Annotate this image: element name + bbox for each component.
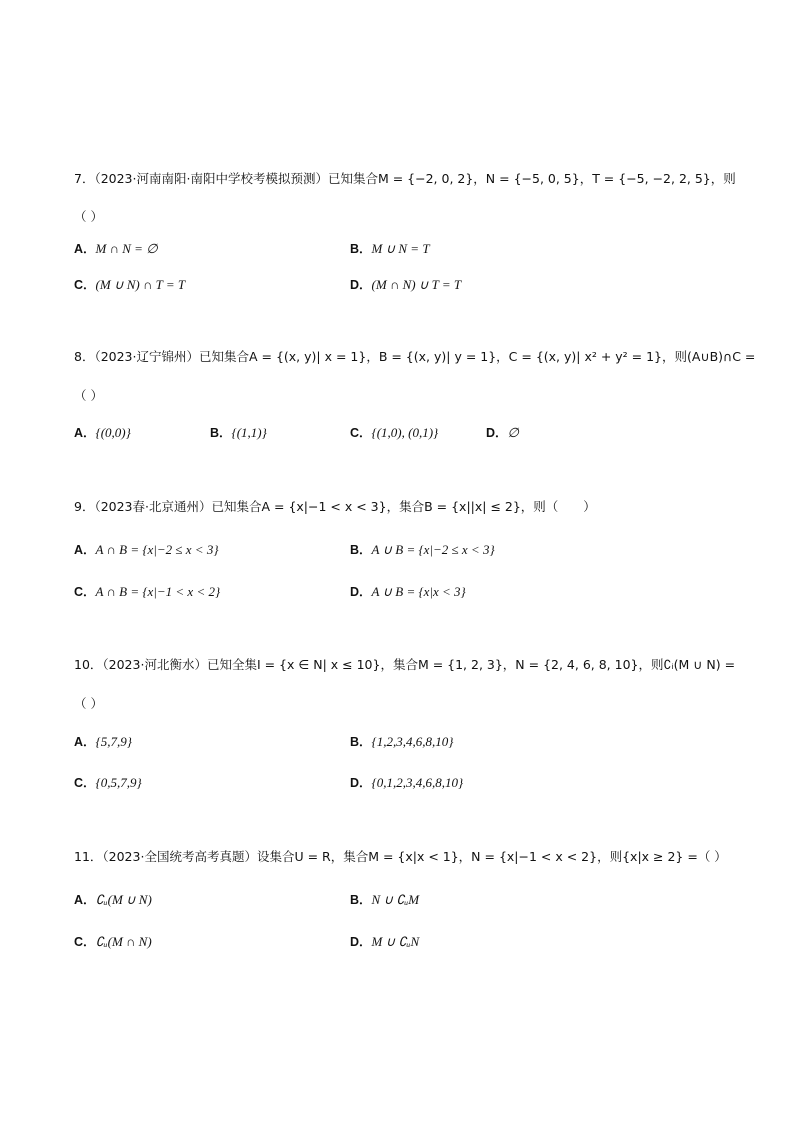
option-text: {(0,0)}	[95, 425, 131, 440]
option-letter: C．	[350, 426, 372, 440]
option-letter: D．	[350, 776, 372, 790]
option-letter: C．	[74, 776, 96, 790]
option-b	[350, 733, 453, 751]
option-c	[74, 933, 152, 951]
option-a	[74, 541, 219, 559]
option-text: {(1,0), (0,1)}	[371, 425, 439, 440]
option-text: A ∩ B = {x|−2 ≤ x < 3}	[95, 542, 219, 557]
option-text: (M ∩ N) ∪ T = T	[371, 277, 462, 292]
option-text: {1,2,3,4,6,8,10}	[371, 734, 454, 749]
question-stem: 7．（2023·河南南阳·南阳中学校考模拟预测）已知集合M = {−2, 0, 2}，N = {−5, 0, 5}，T = {−5, −2, 2, 5}，则	[74, 171, 736, 186]
option-a	[74, 891, 152, 909]
option-letter: A．	[74, 426, 96, 440]
option-text: A ∪ B = {x|−2 ≤ x < 3}	[371, 542, 495, 557]
option-text: A ∩ B = {x|−1 < x < 2}	[95, 584, 221, 599]
option-letter: A．	[74, 242, 96, 256]
option-d	[350, 583, 466, 601]
option-b	[350, 541, 495, 559]
option-letter: C．	[74, 935, 96, 949]
option-text: {0,1,2,3,4,6,8,10}	[371, 775, 464, 790]
option-text: A ∪ B = {x|x < 3}	[371, 584, 466, 599]
option-d	[350, 933, 419, 951]
option-letter: D．	[350, 585, 372, 599]
option-c	[350, 424, 438, 442]
option-text: M ∪ N = T	[371, 241, 430, 256]
option-letter: A．	[74, 735, 96, 749]
option-c	[74, 774, 142, 792]
option-d	[350, 774, 463, 792]
option-letter: B．	[350, 242, 372, 256]
option-a	[74, 733, 132, 751]
option-text: M ∪ ∁ᵤN	[371, 934, 420, 949]
option-b	[350, 891, 419, 909]
question-stem: 11．（2023·全国统考高考真题）设集合U = R，集合M = {x|x < 1}，N = {x|−1 < x < 2}，则{x|x ≥ 2} =（ ）	[74, 849, 727, 864]
option-text: {5,7,9}	[95, 734, 132, 749]
option-letter: B．	[210, 426, 232, 440]
option-d	[350, 276, 461, 294]
option-c	[74, 276, 185, 294]
option-text: (M ∪ N) ∩ T = T	[95, 277, 186, 292]
option-text: ∅	[507, 425, 519, 440]
option-text: N ∪ ∁ᵤM	[371, 892, 420, 907]
question-stem: 10．（2023·河北衡水）已知全集I = {x ∈ N| x ≤ 10}，集合M = {1, 2, 3}，N = {2, 4, 6, 8, 10}，则∁ᵢ(M ∪ N) =	[74, 657, 736, 672]
option-letter: D．	[486, 426, 508, 440]
option-c	[74, 583, 220, 601]
option-text: {(1,1)}	[231, 425, 267, 440]
option-a	[74, 240, 158, 258]
option-b	[210, 424, 267, 442]
question-stem: 9．（2023春·北京通州）已知集合A = {x|−1 < x < 3}，集合B = {x||x| ≤ 2}，则（ ）	[74, 499, 596, 514]
option-letter: D．	[350, 935, 372, 949]
option-letter: B．	[350, 735, 372, 749]
option-d	[486, 424, 519, 442]
answer-blank: （ ）	[74, 209, 103, 224]
option-text: ∁ᵤ(M ∪ N)	[95, 892, 152, 907]
option-text: {0,5,7,9}	[95, 775, 142, 790]
option-letter: A．	[74, 893, 96, 907]
option-letter: D．	[350, 278, 372, 292]
option-letter: C．	[74, 585, 96, 599]
question-stem: 8．（2023·辽宁锦州）已知集合A = {(x, y)| x = 1}，B = {(x, y)| y = 1}，C = {(x, y)| x² + y² = 1}，则(A∪B)∩C =	[74, 349, 756, 364]
option-letter: B．	[350, 543, 372, 557]
answer-blank: （ ）	[74, 388, 103, 403]
answer-blank: （ ）	[74, 696, 103, 711]
option-text: ∁ᵤ(M ∩ N)	[95, 934, 152, 949]
option-text: M ∩ N = ∅	[95, 241, 158, 256]
option-letter: A．	[74, 543, 96, 557]
option-a	[74, 424, 131, 442]
option-b	[350, 240, 430, 258]
option-letter: C．	[74, 278, 96, 292]
option-letter: B．	[350, 893, 372, 907]
